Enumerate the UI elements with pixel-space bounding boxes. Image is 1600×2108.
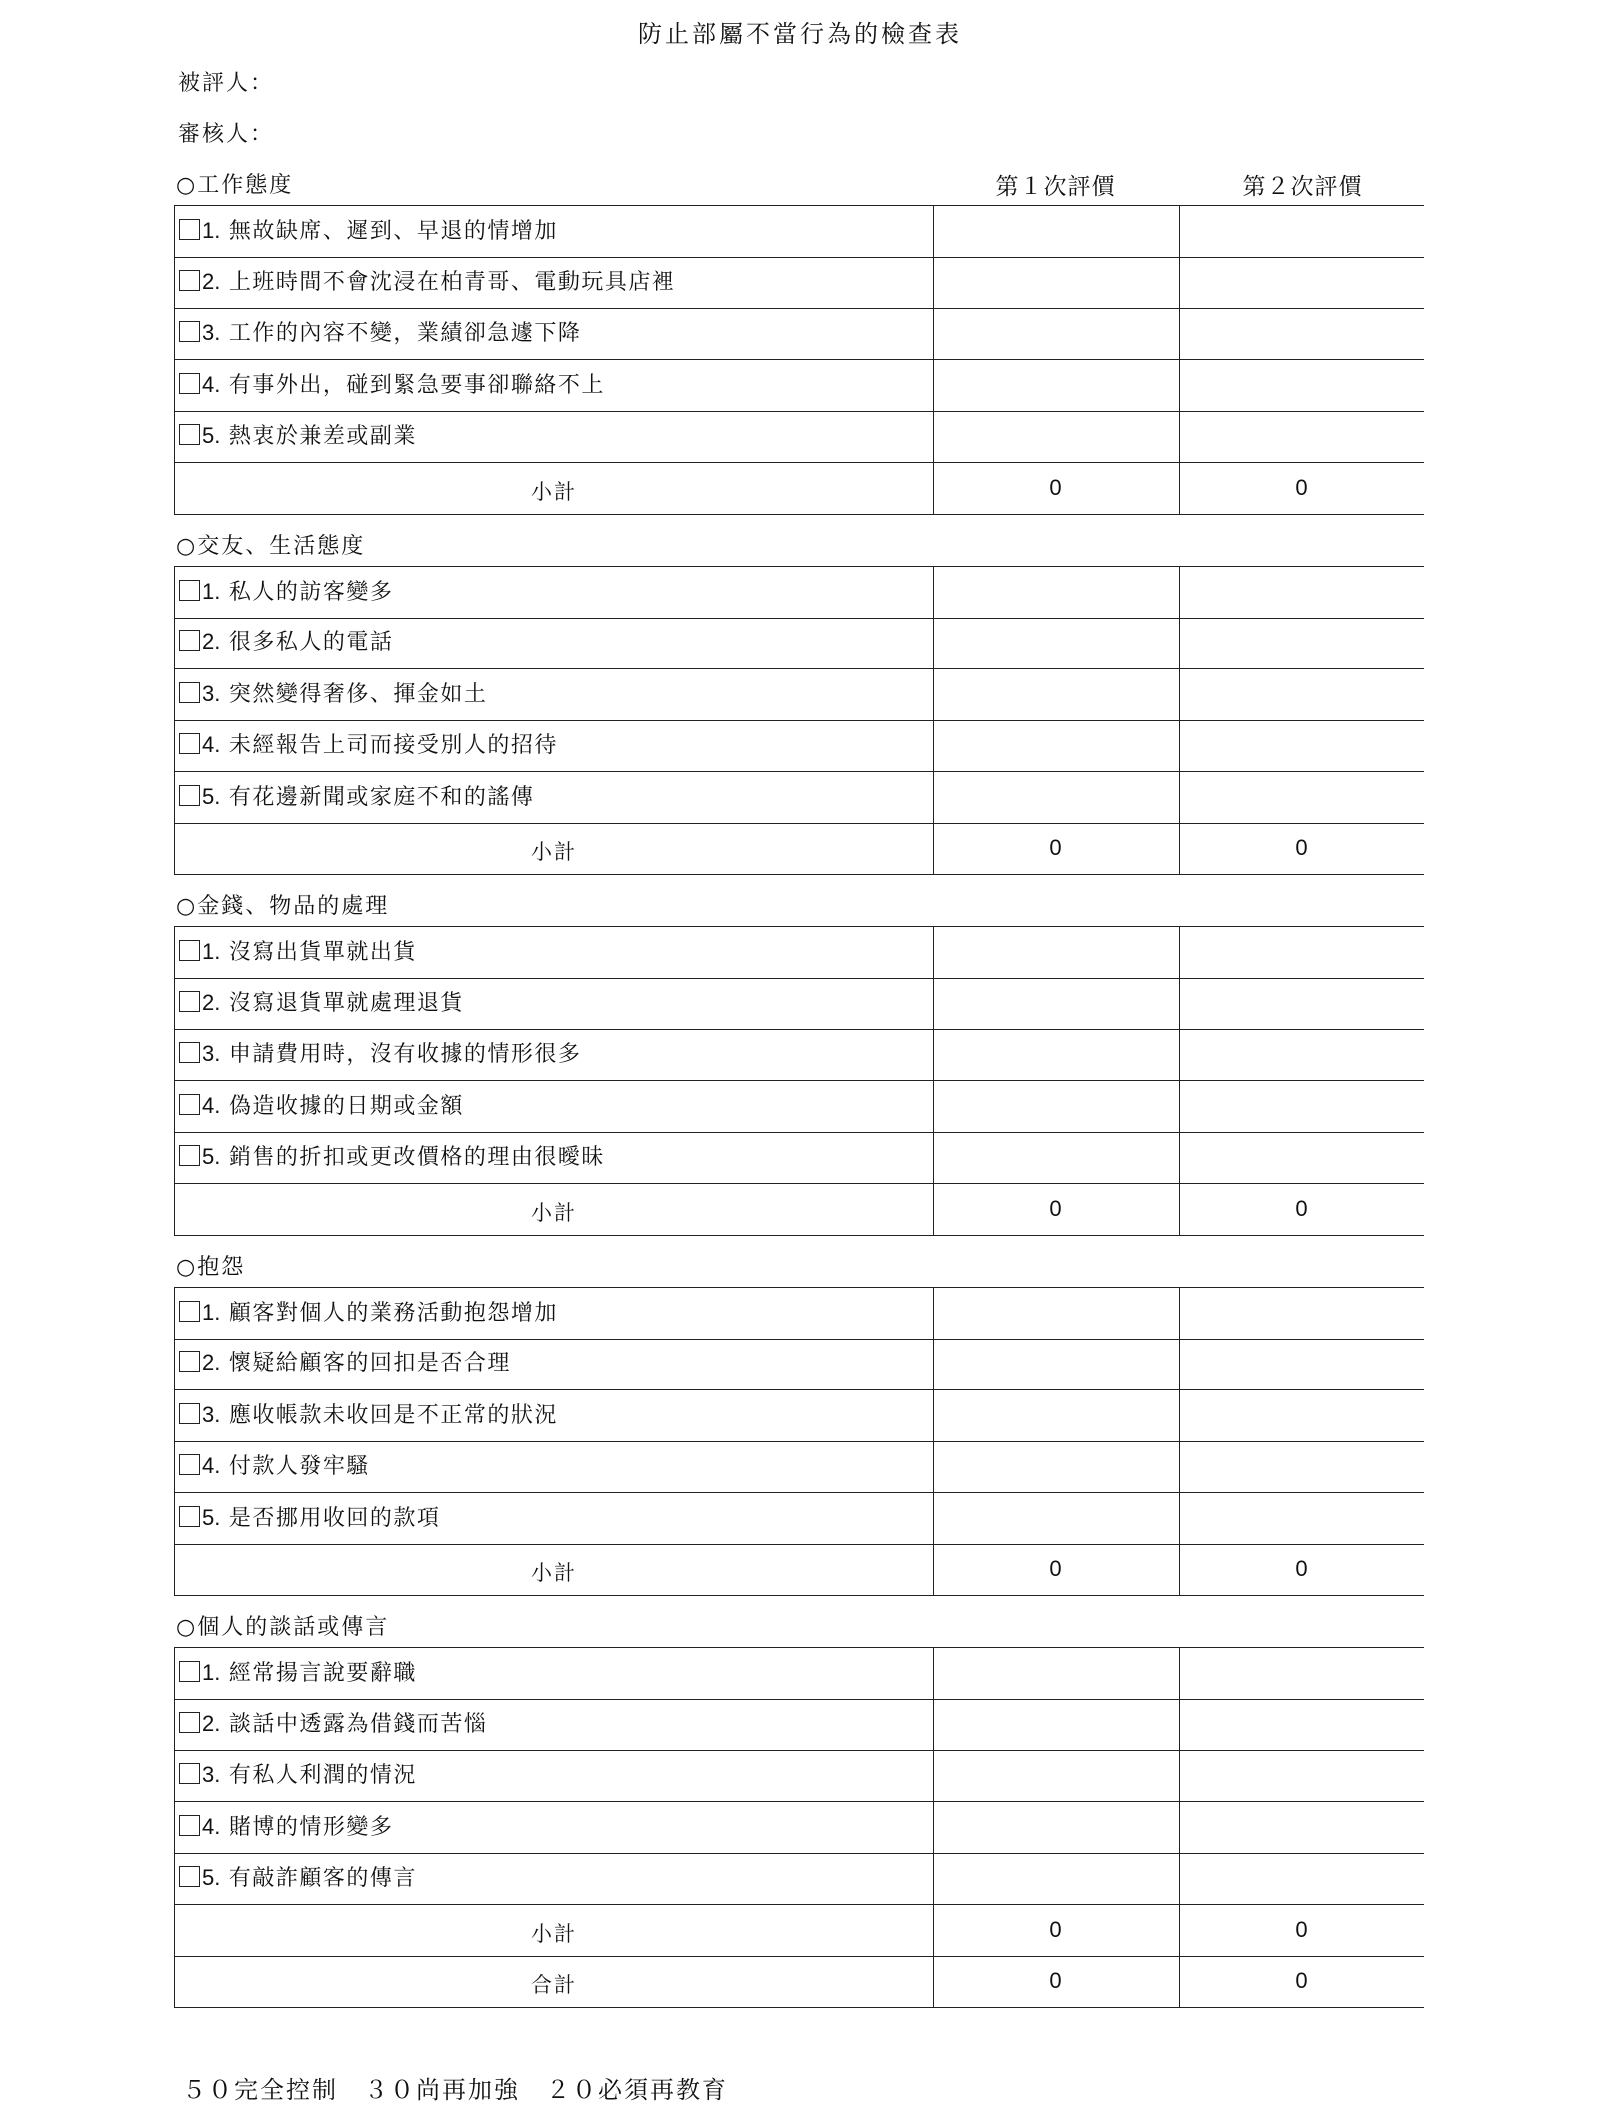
checkbox[interactable] [179, 785, 200, 806]
subtotal-eval2-cell [1179, 823, 1424, 874]
total-eval2: 0 [1295, 1968, 1308, 1993]
item-cell [174, 1441, 934, 1492]
checkbox[interactable] [179, 373, 200, 394]
subtotal-eval2-cell [1179, 1544, 1424, 1595]
item-text [179, 728, 558, 759]
item-text [179, 1346, 511, 1377]
item-number: 4. [202, 1453, 221, 1478]
item-number: 1. [202, 1299, 221, 1325]
checklist-row [174, 1287, 1424, 1340]
item-number: 4. [202, 1092, 221, 1118]
item-label: 有事外出，碰到緊急要事卻聯絡不上 [220, 372, 605, 398]
eval2-cell[interactable] [1179, 1853, 1424, 1904]
checklist-row [174, 617, 1424, 669]
subtotal-eval2-cell [1179, 463, 1424, 514]
eval2-cell[interactable] [1179, 1132, 1424, 1183]
checklist-row [174, 926, 1424, 979]
eval2-cell[interactable] [1179, 308, 1424, 359]
subtotal-label: 小計 [531, 1200, 577, 1225]
eval1-column-header: 第１次評價 [995, 174, 1116, 200]
checkbox[interactable] [179, 733, 200, 754]
checklist-row [174, 1338, 1424, 1390]
subtotal-row [174, 823, 1424, 875]
subtotal-label-cell [174, 1184, 934, 1235]
eval1-cell[interactable] [932, 720, 1180, 771]
item-cell [174, 1750, 934, 1801]
item-text [179, 1037, 581, 1068]
subtotal-eval2: 0 [1295, 1556, 1308, 1581]
checklist-row [174, 1750, 1424, 1802]
item-label: 經常揚言說要辭職 [220, 1661, 417, 1686]
item-number: 4. [202, 371, 221, 397]
item-cell [174, 308, 934, 359]
eval2-cell[interactable] [1179, 257, 1424, 308]
checklist-row [174, 566, 1424, 619]
item-text [179, 368, 605, 399]
section-heading: ○金錢、物品的處理 [176, 894, 390, 919]
checklist-row [174, 720, 1424, 772]
eval2-cell[interactable] [1179, 617, 1424, 668]
checklist-row [174, 1699, 1424, 1751]
item-text [179, 316, 581, 347]
item-label: 私人的訪客變多 [220, 579, 394, 605]
item-label: 顧客對個人的業務活動抱怨增加 [220, 1300, 558, 1326]
item-number: 1. [202, 578, 221, 604]
subtotal-eval2-cell [1179, 1905, 1424, 1956]
item-text [179, 625, 393, 656]
checkbox[interactable] [179, 424, 200, 445]
subtotal-label-cell [174, 823, 934, 874]
checkbox[interactable] [179, 682, 200, 703]
item-text [179, 1707, 487, 1738]
checkbox[interactable] [179, 1661, 200, 1682]
checkbox[interactable] [179, 270, 200, 291]
item-cell [174, 1029, 934, 1080]
subtotal-eval1-cell [932, 1544, 1180, 1595]
item-number: 3. [202, 1041, 221, 1066]
eval2-cell[interactable] [1179, 360, 1424, 411]
total-label: 合計 [531, 1973, 577, 1997]
subtotal-eval2: 0 [1295, 474, 1308, 500]
checklist-row [174, 257, 1424, 309]
checkbox[interactable] [179, 219, 200, 240]
item-label: 賭博的情形變多 [220, 1814, 394, 1840]
eval1-cell[interactable] [932, 1132, 1180, 1183]
subtotal-label-cell [174, 1544, 934, 1595]
item-cell [174, 772, 934, 823]
item-number: 1. [202, 218, 221, 243]
eval2-cell[interactable] [1179, 669, 1424, 720]
subtotal-eval1-cell [932, 463, 1180, 514]
checkbox[interactable] [179, 1094, 200, 1115]
checkbox[interactable] [179, 1403, 200, 1424]
eval2-cell[interactable] [1179, 206, 1424, 257]
eval2-cell[interactable] [1179, 1648, 1424, 1699]
item-text [179, 1501, 440, 1532]
item-label: 是否挪用收回的款項 [220, 1505, 441, 1531]
eval2-cell[interactable] [1179, 1288, 1424, 1339]
eval1-cell[interactable] [932, 1288, 1180, 1339]
item-label: 有私人利潤的情況 [220, 1763, 417, 1788]
eval1-cell[interactable] [932, 1390, 1180, 1441]
item-number: 5. [202, 783, 221, 809]
checklist-row [174, 1802, 1424, 1854]
item-label: 應收帳款未收回是不正常的狀況 [220, 1402, 558, 1428]
eval2-cell[interactable] [1179, 411, 1424, 462]
eval1-cell[interactable] [932, 206, 1180, 257]
eval2-cell[interactable] [1179, 720, 1424, 771]
eval2-cell[interactable] [1179, 567, 1424, 618]
item-number: 3. [202, 680, 221, 706]
eval1-cell[interactable] [932, 411, 1180, 462]
checkbox[interactable] [179, 1506, 200, 1527]
eval1-cell[interactable] [932, 1648, 1180, 1699]
checklist-row [174, 1390, 1424, 1442]
item-label: 付款人發牢騷 [220, 1454, 370, 1479]
reviewer-label: 審核人： [178, 122, 275, 147]
subtotal-eval2: 0 [1295, 1916, 1308, 1942]
total-eval1-cell [932, 1956, 1180, 2007]
item-cell [174, 1338, 934, 1389]
item-label: 偽造收據的日期或金額 [220, 1093, 464, 1119]
subtotal-label: 小計 [531, 479, 577, 504]
item-text [179, 1296, 558, 1327]
eval1-cell[interactable] [932, 1802, 1180, 1853]
checkbox[interactable] [179, 1866, 200, 1887]
item-text [179, 1758, 417, 1789]
subtotal-row [174, 1184, 1424, 1236]
checkbox[interactable] [179, 1763, 200, 1784]
checkbox[interactable] [179, 1454, 200, 1475]
item-number: 1. [202, 1660, 221, 1685]
checkbox[interactable] [179, 1712, 200, 1733]
eval2-cell[interactable] [1179, 1750, 1424, 1801]
item-label: 突然變得奢侈、揮金如土 [220, 681, 488, 707]
eval1-cell[interactable] [932, 1338, 1180, 1389]
item-label: 無故缺席、遲到、早退的情增加 [220, 219, 558, 244]
page-title: 防止部屬不當行為的檢查表 [638, 20, 962, 48]
item-cell [174, 1648, 934, 1699]
item-cell [174, 927, 934, 978]
item-label: 懷疑給顧客的回扣是否合理 [220, 1351, 511, 1376]
item-number: 3. [202, 1401, 221, 1427]
item-cell [174, 1288, 934, 1339]
item-text [179, 1861, 417, 1892]
item-cell [174, 617, 934, 668]
item-text [179, 935, 417, 966]
item-cell [174, 360, 934, 411]
subtotal-eval1-cell [932, 823, 1180, 874]
subtotal-eval1-cell [932, 1184, 1180, 1235]
checkbox[interactable] [179, 630, 200, 651]
eval1-cell[interactable] [932, 1853, 1180, 1904]
item-cell [174, 1493, 934, 1544]
eval1-cell[interactable] [932, 617, 1180, 668]
subtotal-eval1: 0 [1049, 474, 1062, 500]
item-number: 5. [202, 1504, 221, 1530]
eval2-cell[interactable] [1179, 1441, 1424, 1492]
checkbox[interactable] [179, 1301, 200, 1322]
item-number: 5. [202, 1144, 221, 1169]
checklist-row [174, 1029, 1424, 1081]
total-eval1: 0 [1049, 1968, 1062, 1993]
eval2-cell[interactable] [1179, 978, 1424, 1029]
subtotal-eval2-cell [1179, 1184, 1424, 1235]
item-number: 5. [202, 423, 221, 448]
checklist-row [174, 1493, 1424, 1545]
checklist-row [174, 772, 1424, 824]
score-legend: ５０完全控制 ３０尚再加強 ２０必須再教育 [182, 2076, 728, 2104]
evaluatee-label: 被評人： [178, 71, 275, 96]
total-label-cell [174, 1956, 934, 2007]
item-label: 有敲詐顧客的傳言 [220, 1866, 417, 1891]
eval1-cell[interactable] [932, 1699, 1180, 1750]
subtotal-eval2: 0 [1295, 1195, 1308, 1221]
eval1-cell[interactable] [932, 772, 1180, 823]
checkbox[interactable] [179, 1145, 200, 1166]
item-cell [174, 257, 934, 308]
checklist-row [174, 411, 1424, 463]
item-label: 有花邊新聞或家庭不和的謠傳 [220, 784, 535, 810]
item-text [179, 1656, 417, 1687]
item-text [179, 1140, 605, 1171]
item-cell [174, 567, 934, 618]
checkbox[interactable] [179, 580, 200, 601]
item-label: 很多私人的電話 [220, 630, 394, 655]
item-label: 工作的內容不變，業績卻急遽下降 [220, 321, 582, 346]
item-number: 1. [202, 939, 221, 964]
checklist-row [174, 1853, 1424, 1905]
checklist-row [174, 1132, 1424, 1184]
item-label: 熱衷於兼差或副業 [220, 424, 417, 449]
subtotal-row [174, 463, 1424, 515]
eval1-cell[interactable] [932, 360, 1180, 411]
item-text [179, 1089, 464, 1120]
item-number: 2. [202, 629, 221, 654]
item-label: 銷售的折扣或更改價格的理由很曖昧 [220, 1145, 605, 1170]
section-heading: ○抱怨 [176, 1254, 246, 1280]
item-text [179, 780, 534, 811]
item-label: 沒寫出貨單就出貨 [220, 940, 417, 965]
item-cell [174, 206, 934, 257]
eval1-cell[interactable] [932, 1081, 1180, 1132]
subtotal-eval1: 0 [1049, 835, 1062, 860]
item-number: 3. [202, 1762, 221, 1787]
item-label: 上班時間不會沈浸在柏青哥、電動玩具店裡 [220, 269, 676, 295]
total-row [174, 1956, 1424, 2008]
eval1-cell[interactable] [932, 257, 1180, 308]
item-text [179, 419, 417, 450]
eval1-cell[interactable] [932, 1493, 1180, 1544]
subtotal-row [174, 1544, 1424, 1596]
item-number: 2. [202, 1710, 221, 1736]
subtotal-label-cell [174, 1905, 934, 1956]
item-label: 未經報告上司而接受別人的招待 [220, 733, 558, 758]
item-cell [174, 1853, 934, 1904]
eval2-cell[interactable] [1179, 1081, 1424, 1132]
checkbox[interactable] [179, 1042, 200, 1063]
item-cell [174, 1081, 934, 1132]
checklist-row [174, 1647, 1424, 1700]
subtotal-eval1: 0 [1049, 1916, 1062, 1942]
checklist-row [174, 205, 1424, 258]
eval2-cell[interactable] [1179, 1699, 1424, 1750]
eval1-cell[interactable] [932, 308, 1180, 359]
checklist-row [174, 978, 1424, 1030]
item-text [179, 1398, 558, 1429]
item-cell [174, 720, 934, 771]
eval2-cell[interactable] [1179, 772, 1424, 823]
item-cell [174, 411, 934, 462]
subtotal-label: 小計 [531, 840, 577, 864]
checkbox[interactable] [179, 991, 200, 1012]
item-cell [174, 1132, 934, 1183]
item-cell [174, 1699, 934, 1750]
checkbox[interactable] [179, 940, 200, 961]
item-number: 4. [202, 732, 221, 757]
eval2-cell[interactable] [1179, 1338, 1424, 1389]
item-label: 談話中透露為借錢而苦惱 [220, 1711, 488, 1737]
item-cell [174, 1390, 934, 1441]
checklist-row [174, 1081, 1424, 1133]
section-heading: ○個人的談話或傳言 [176, 1615, 390, 1640]
eval1-cell[interactable] [932, 1441, 1180, 1492]
item-number: 2. [202, 268, 221, 294]
item-cell [174, 1802, 934, 1853]
subtotal-eval1: 0 [1049, 1556, 1062, 1581]
subtotal-eval2: 0 [1295, 835, 1308, 860]
subtotal-eval1-cell [932, 1905, 1180, 1956]
eval1-cell[interactable] [932, 1750, 1180, 1801]
checkbox[interactable] [179, 1351, 200, 1372]
section-heading: ○交友、生活態度 [176, 533, 366, 559]
item-text [179, 986, 464, 1017]
subtotal-eval1: 0 [1049, 1195, 1062, 1221]
item-text [179, 575, 393, 606]
subtotal-row [174, 1905, 1424, 1957]
eval1-cell[interactable] [932, 978, 1180, 1029]
eval2-cell[interactable] [1179, 927, 1424, 978]
eval2-cell[interactable] [1179, 1493, 1424, 1544]
eval2-column-header: 第２次評價 [1242, 174, 1363, 200]
eval1-cell[interactable] [932, 669, 1180, 720]
item-number: 3. [202, 320, 221, 345]
item-number: 2. [202, 1350, 221, 1375]
eval2-cell[interactable] [1179, 1390, 1424, 1441]
eval1-cell[interactable] [932, 1029, 1180, 1080]
checklist-row [174, 360, 1424, 412]
checkbox[interactable] [179, 321, 200, 342]
item-cell [174, 669, 934, 720]
item-number: 5. [202, 1865, 221, 1890]
checkbox[interactable] [179, 1815, 200, 1836]
item-number: 4. [202, 1813, 221, 1839]
item-text [179, 1449, 370, 1480]
subtotal-label: 小計 [531, 1921, 577, 1946]
item-text [179, 265, 675, 296]
total-eval2-cell [1179, 1956, 1424, 2007]
checklist-row [174, 308, 1424, 360]
item-text [179, 214, 558, 245]
eval2-cell[interactable] [1179, 1802, 1424, 1853]
eval2-cell[interactable] [1179, 1029, 1424, 1080]
subtotal-label-cell [174, 463, 934, 514]
item-cell [174, 978, 934, 1029]
eval1-cell[interactable] [932, 567, 1180, 618]
item-label: 沒寫退貨單就處理退貨 [220, 990, 464, 1016]
item-text [179, 677, 487, 708]
checklist-row [174, 669, 1424, 721]
eval1-cell[interactable] [932, 927, 1180, 978]
item-label: 申請費用時，沒有收據的情形很多 [220, 1042, 582, 1067]
section-heading: ○工作態度 [176, 173, 294, 198]
checklist-row [174, 1441, 1424, 1493]
item-text [179, 1810, 393, 1841]
item-number: 2. [202, 989, 221, 1015]
subtotal-label: 小計 [531, 1561, 577, 1585]
